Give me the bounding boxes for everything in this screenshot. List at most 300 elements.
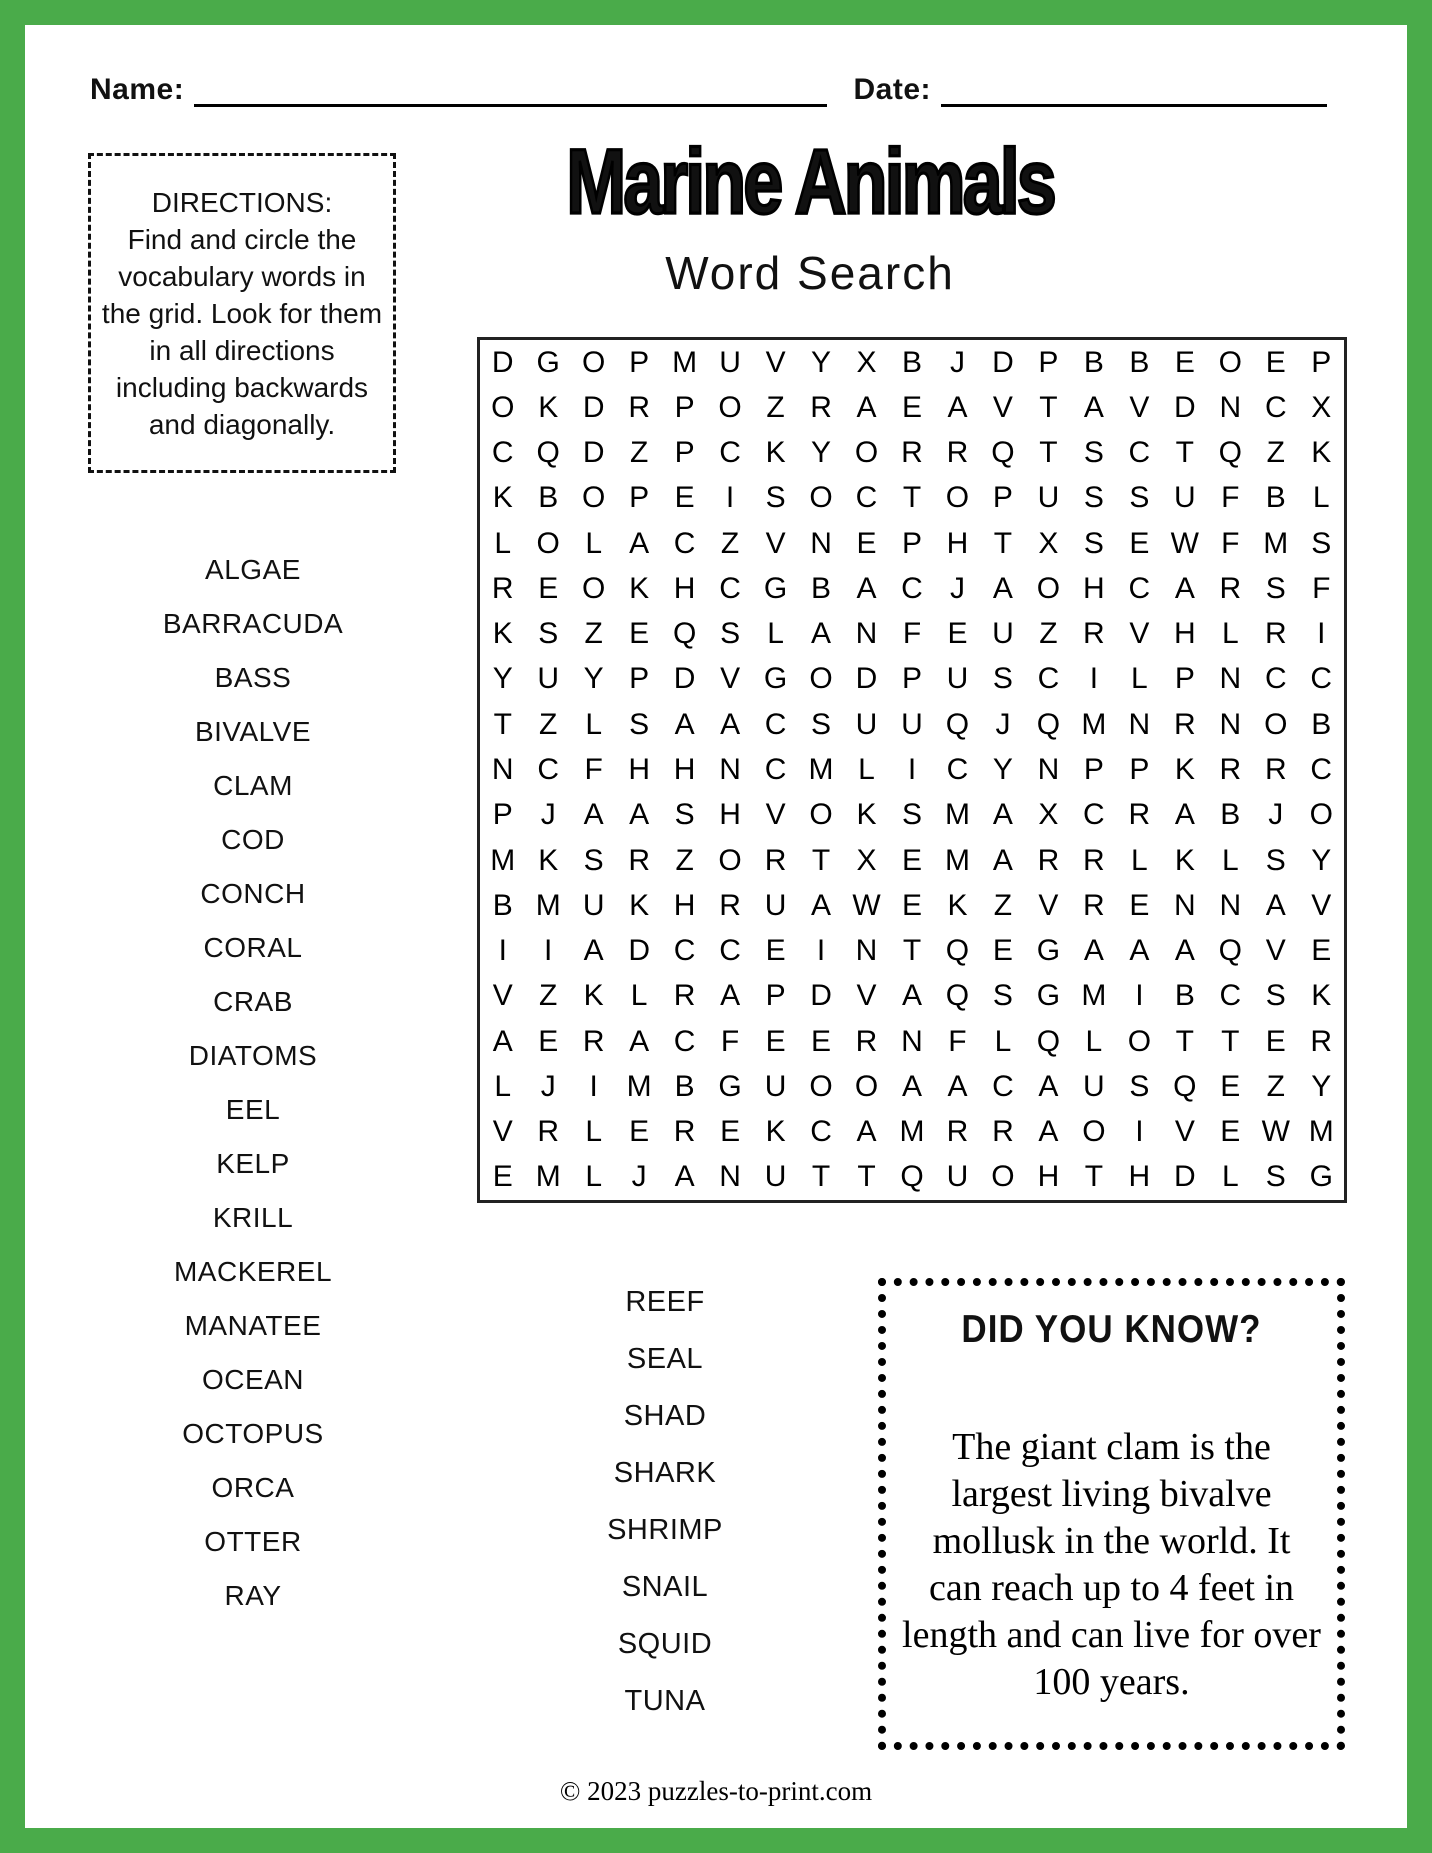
grid-cell: O xyxy=(854,1069,879,1103)
grid-cell: B xyxy=(1220,798,1241,832)
grid-cell: L xyxy=(1221,617,1239,651)
grid-cell: V xyxy=(1038,888,1059,922)
grid-cell: S xyxy=(1265,1160,1286,1194)
grid-cell: H xyxy=(719,798,741,832)
grid-cell: R xyxy=(1264,752,1287,786)
grid-cell: L xyxy=(585,1160,603,1194)
grid-cell: V xyxy=(992,390,1013,424)
grid-cell: E xyxy=(901,390,922,424)
grid-cell: D xyxy=(582,390,605,424)
grid-cell: U xyxy=(764,888,787,922)
grid-cell: L xyxy=(767,617,784,651)
grid-cell: E xyxy=(1220,1069,1241,1103)
grid-cell: U xyxy=(719,345,741,379)
grid-cell: G xyxy=(1036,934,1061,968)
word-list-item: OTTER xyxy=(204,1526,302,1557)
grid-cell: F xyxy=(1312,571,1331,605)
grid-cell: R xyxy=(810,390,832,424)
grid-cell: E xyxy=(720,1115,741,1149)
grid-cell: K xyxy=(856,798,877,832)
grid-cell: A xyxy=(583,798,604,832)
word-list-item: SHARK xyxy=(613,1457,717,1489)
grid-cell: K xyxy=(1174,752,1195,786)
grid-cell: P xyxy=(1038,345,1059,379)
grid-cell: C xyxy=(1128,436,1151,470)
grid-cell: V xyxy=(765,526,786,560)
grid-cell: U xyxy=(1037,481,1060,515)
grid-cell: J xyxy=(949,345,965,379)
grid-cell: O xyxy=(1309,798,1333,832)
grid-cell: M xyxy=(808,752,834,786)
word-list-item: MACKEREL xyxy=(173,1256,333,1287)
grid-cell: E xyxy=(1265,1024,1286,1058)
word-list-item: REEF xyxy=(625,1286,705,1318)
grid-cell: X xyxy=(1038,526,1059,560)
grid-cell: U xyxy=(537,662,560,696)
grid-cell: Q xyxy=(672,617,697,651)
grid-cell: I xyxy=(1135,979,1144,1013)
grid-cell: S xyxy=(1265,843,1286,877)
grid-cell: K xyxy=(765,436,786,470)
grid-cell: K xyxy=(765,1115,786,1149)
grid-cell: T xyxy=(1039,390,1058,424)
grid-cell: X xyxy=(1038,798,1059,832)
grid-cell: T xyxy=(493,707,512,741)
grid-cell: M xyxy=(626,1069,652,1103)
grid-cell: J xyxy=(631,1160,647,1194)
grid-cell: U xyxy=(764,1069,787,1103)
word-list-middle xyxy=(525,1274,805,1730)
grid-cell: U xyxy=(946,1160,969,1194)
grid-cell: D xyxy=(491,345,514,379)
grid-cell: M xyxy=(535,1160,561,1194)
grid-cell: Z xyxy=(584,617,603,651)
grid-cell: A xyxy=(856,390,877,424)
word-list-item: SNAIL xyxy=(621,1571,709,1603)
word-list-item: KELP xyxy=(216,1148,290,1179)
grid-cell: N xyxy=(901,1024,923,1058)
grid-cell: C xyxy=(810,1115,832,1149)
grid-cell: T xyxy=(993,526,1013,560)
grid-cell: M xyxy=(1263,526,1289,560)
grid-cell: O xyxy=(1264,707,1288,741)
grid-cell: R xyxy=(628,843,650,877)
name-blank-line xyxy=(194,70,827,107)
grid-cell: A xyxy=(1038,1115,1059,1149)
grid-cell: E xyxy=(492,1160,513,1194)
grid-cell: T xyxy=(1175,1024,1194,1058)
grid-cell: H xyxy=(946,526,969,560)
word-list-item: EEL xyxy=(225,1094,281,1125)
grid-cell: Z xyxy=(629,436,649,470)
grid-cell: G xyxy=(763,662,788,696)
grid-cell: Z xyxy=(675,843,694,877)
grid-cell: V xyxy=(1129,617,1150,651)
grid-cell: Z xyxy=(539,707,558,741)
directions-title: DIRECTIONS: xyxy=(151,186,333,218)
grid-cell: P xyxy=(492,798,513,832)
word-list-item: BARRACUDA xyxy=(162,608,344,639)
grid-cell: B xyxy=(811,571,832,605)
grid-cell: Y xyxy=(583,662,604,696)
grid-cell: A xyxy=(992,798,1013,832)
grid-cell: E xyxy=(674,481,695,515)
grid-cell: D xyxy=(810,979,832,1013)
grid-cell: W xyxy=(1170,526,1199,560)
word-list-item: CORAL xyxy=(203,932,303,963)
grid-cell: R xyxy=(582,1024,605,1058)
word-list-item: CONCH xyxy=(200,878,306,909)
grid-cell: C xyxy=(1219,979,1242,1013)
grid-cell: I xyxy=(725,481,735,515)
grid-cell: T xyxy=(1039,436,1058,470)
title-block xyxy=(390,130,1230,234)
grid-cell: L xyxy=(1085,1024,1103,1058)
grid-cell: V xyxy=(765,345,786,379)
directions-box xyxy=(88,153,396,473)
word-list-item: SQUID xyxy=(617,1628,713,1660)
grid-cell: P xyxy=(1174,662,1195,696)
grid-cell: O xyxy=(536,526,560,560)
grid-cell: N xyxy=(810,526,832,560)
grid-cell: O xyxy=(1036,571,1061,605)
grid-cell: H xyxy=(1037,1160,1060,1194)
grid-cell: T xyxy=(1221,1024,1240,1058)
grid-cell: Q xyxy=(1036,1024,1061,1058)
grid-cell: P xyxy=(901,662,922,696)
grid-cell: O xyxy=(1082,1115,1106,1149)
grid-cell: R xyxy=(1264,617,1287,651)
grid-cell: P xyxy=(1129,752,1150,786)
grid-cell: H xyxy=(673,571,696,605)
grid-cell: L xyxy=(994,1024,1012,1058)
grid-cell: M xyxy=(1308,1115,1334,1149)
grid-cell: C xyxy=(673,1024,696,1058)
grid-cell: O xyxy=(491,390,515,424)
word-list-item: CRAB xyxy=(213,986,293,1017)
grid-cell: U xyxy=(1083,1069,1105,1103)
grid-cell: H xyxy=(673,752,696,786)
grid-cell: C xyxy=(1037,662,1060,696)
grid-cell: N xyxy=(855,617,878,651)
grid-cell: X xyxy=(856,843,877,877)
grid-cell: A xyxy=(674,707,695,741)
grid-cell: Z xyxy=(1266,436,1285,470)
grid-cell: R xyxy=(719,888,741,922)
grid-cell: D xyxy=(855,662,878,696)
grid-cell: K xyxy=(947,888,968,922)
grid-cell: G xyxy=(763,571,788,605)
grid-cell: E xyxy=(1129,888,1150,922)
grid-cell: C xyxy=(1264,662,1287,696)
grid-cell: N xyxy=(855,934,878,968)
grid-cell: A xyxy=(629,526,650,560)
grid-cell: L xyxy=(858,752,875,786)
grid-cell: A xyxy=(583,934,604,968)
directions-body: Find and circle the vocabulary words in the grid. Look for them in all directions including backwards and diagonally. xyxy=(101,223,383,440)
grid-cell: F xyxy=(948,1024,967,1058)
grid-cell: I xyxy=(1135,1115,1144,1149)
grid-cell: E xyxy=(765,934,786,968)
grid-cell: V xyxy=(720,662,741,696)
grid-cell: K xyxy=(538,390,559,424)
grid-cell: P xyxy=(1311,345,1332,379)
grid-cell: D xyxy=(673,662,696,696)
page-title: Marine Animals xyxy=(566,131,1054,234)
grid-cell: I xyxy=(1317,617,1326,651)
grid-cell: E xyxy=(538,1024,559,1058)
grid-cell: I xyxy=(589,1069,598,1103)
grid-cell: C xyxy=(719,436,741,470)
grid-cell: A xyxy=(992,843,1013,877)
grid-cell: E xyxy=(811,1024,832,1058)
grid-cell: P xyxy=(629,481,650,515)
word-list-item: TUNA xyxy=(624,1685,706,1717)
grid-cell: S xyxy=(992,662,1013,696)
grid-cell: D xyxy=(1174,390,1196,424)
grid-cell: C xyxy=(855,481,878,515)
grid-cell: J xyxy=(995,707,1011,741)
page-subtitle: Word Search xyxy=(665,247,955,299)
grid-cell: A xyxy=(1174,934,1195,968)
grid-cell: G xyxy=(1036,979,1061,1013)
grid-cell: A xyxy=(1174,571,1195,605)
grid-cell: T xyxy=(902,934,922,968)
grid-cell: R xyxy=(1083,843,1105,877)
grid-cell: E xyxy=(538,571,559,605)
grid-cell: S xyxy=(1311,526,1332,560)
grid-cell: N xyxy=(719,752,741,786)
word-list-item: COD xyxy=(221,824,285,855)
grid-cell: P xyxy=(629,662,650,696)
grid-cell: V xyxy=(492,1115,513,1149)
grid-cell: Q xyxy=(945,934,970,968)
grid-cell: Q xyxy=(1173,1069,1197,1103)
grid-cell: F xyxy=(584,752,603,786)
grid-cell: U xyxy=(901,707,923,741)
grid-cell: A xyxy=(1083,390,1104,424)
grid-cell: M xyxy=(944,798,970,832)
grid-cell: B xyxy=(1265,481,1286,515)
grid-cell: C xyxy=(901,571,923,605)
grid-cell: C xyxy=(719,934,741,968)
grid-cell: M xyxy=(535,888,561,922)
grid-cell: B xyxy=(1311,707,1332,741)
grid-cell: N xyxy=(1219,707,1242,741)
grid-cell: H xyxy=(628,752,650,786)
grid-cell: N xyxy=(1219,888,1242,922)
grid-cell: A xyxy=(1038,1069,1059,1103)
grid-cell: Q xyxy=(945,979,970,1013)
grid-cell: R xyxy=(1219,571,1242,605)
grid-cell: X xyxy=(1311,390,1332,424)
grid-cell: C xyxy=(673,934,696,968)
grid-cell: A xyxy=(992,571,1013,605)
grid-cell: U xyxy=(946,662,969,696)
did-you-know-body: The giant clam is the largest living bivalve mollusk in the world. It can reach up to 4 feet in length and can live for over 100 years. xyxy=(902,1426,1321,1703)
grid-cell: C xyxy=(1128,571,1151,605)
grid-cell: B xyxy=(492,888,513,922)
grid-cell: A xyxy=(674,1160,695,1194)
grid-cell: R xyxy=(1128,798,1151,832)
grid-cell: P xyxy=(629,345,650,379)
grid-cell: R xyxy=(1083,888,1105,922)
grid-cell: S xyxy=(1265,979,1286,1013)
grid-cell: Z xyxy=(766,390,785,424)
word-list-item: SHRIMP xyxy=(607,1514,723,1546)
grid-cell: R xyxy=(1174,707,1196,741)
grid-cell: H xyxy=(1083,571,1105,605)
grid-cell: U xyxy=(1174,481,1196,515)
grid-cell: R xyxy=(946,436,969,470)
grid-cell: L xyxy=(1221,843,1239,877)
grid-cell: B xyxy=(1083,345,1104,379)
grid-cell: L xyxy=(1312,481,1330,515)
grid-cell: D xyxy=(1174,1160,1196,1194)
grid-cell: L xyxy=(494,1069,512,1103)
grid-cell: L xyxy=(585,707,603,741)
grid-cell: M xyxy=(899,1115,925,1149)
grid-cell: K xyxy=(492,617,513,651)
grid-cell: L xyxy=(1131,843,1148,877)
grid-cell: O xyxy=(1127,1024,1152,1058)
grid-cell: R xyxy=(1219,752,1242,786)
grid-cell: M xyxy=(490,843,516,877)
grid-cell: N xyxy=(491,752,514,786)
grid-cell: A xyxy=(947,390,968,424)
puzzle-grid xyxy=(477,337,1347,1203)
grid-cell: R xyxy=(764,843,787,877)
grid-cell: C xyxy=(992,1069,1014,1103)
grid-cell: C xyxy=(1310,752,1333,786)
grid-cell: N xyxy=(1037,752,1060,786)
grid-cell: C xyxy=(719,571,741,605)
grid-cell: Z xyxy=(1039,617,1058,651)
word-list-item: BIVALVE xyxy=(194,716,312,747)
grid-cell: R xyxy=(673,1115,696,1149)
grid-cell: S xyxy=(901,798,922,832)
grid-cell: S xyxy=(1265,571,1286,605)
grid-cell: P xyxy=(1083,752,1104,786)
grid-cell: Y xyxy=(1311,843,1332,877)
grid-cell: P xyxy=(901,526,922,560)
grid-cell: R xyxy=(901,436,923,470)
grid-cell: D xyxy=(582,436,605,470)
grid-cell: I xyxy=(1089,662,1099,696)
grid-cell: O xyxy=(945,481,970,515)
grid-cell: N xyxy=(1174,888,1196,922)
grid-cell: M xyxy=(1081,707,1107,741)
grid-cell: V xyxy=(1174,1115,1195,1149)
word-list-item: SEAL xyxy=(626,1343,704,1375)
grid-cell: C xyxy=(537,752,560,786)
grid-cell: Z xyxy=(720,526,740,560)
grid-cell: F xyxy=(902,617,922,651)
grid-cell: O xyxy=(809,481,833,515)
grid-cell: W xyxy=(1261,1115,1290,1149)
grid-cell: K xyxy=(1311,979,1332,1013)
grid-cell: T xyxy=(811,843,831,877)
grid-cell: R xyxy=(1037,843,1060,877)
grid-cell: H xyxy=(1128,1160,1151,1194)
grid-cell: R xyxy=(628,390,650,424)
grid-cell: S xyxy=(811,707,832,741)
grid-cell: U xyxy=(582,888,605,922)
grid-cell: E xyxy=(629,617,650,651)
grid-cell: R xyxy=(1083,617,1105,651)
grid-cell: P xyxy=(765,979,786,1013)
copyright-footer: © 2023 puzzles-to-print.com xyxy=(559,1776,873,1806)
grid-cell: A xyxy=(856,1115,877,1149)
grid-cell: C xyxy=(946,752,969,786)
grid-cell: O xyxy=(809,798,833,832)
grid-cell: N xyxy=(719,1160,741,1194)
grid-cell: U xyxy=(992,617,1014,651)
grid-cell: Q xyxy=(991,436,1015,470)
grid-cell: L xyxy=(1221,1160,1239,1194)
grid-cell: V xyxy=(1265,934,1286,968)
grid-cell: Y xyxy=(992,752,1013,786)
grid-cell: K xyxy=(538,843,559,877)
grid-cell: M xyxy=(672,345,698,379)
grid-cell: A xyxy=(1129,934,1150,968)
grid-cell: O xyxy=(718,843,742,877)
header xyxy=(90,70,1327,107)
word-list-item: RAY xyxy=(224,1580,282,1611)
word-list-item: OCTOPUS xyxy=(182,1418,324,1449)
grid-cell: H xyxy=(1174,617,1196,651)
grid-cell: K xyxy=(629,888,650,922)
grid-cell: C xyxy=(764,707,787,741)
grid-cell: B xyxy=(901,345,922,379)
grid-cell: K xyxy=(629,571,650,605)
grid-cell: E xyxy=(765,1024,786,1058)
grid-cell: T xyxy=(1084,1160,1104,1194)
grid-cell: P xyxy=(674,390,695,424)
grid-cell: I xyxy=(544,934,553,968)
grid-cell: R xyxy=(946,1115,969,1149)
grid-cell: N xyxy=(1219,662,1242,696)
grid-cell: U xyxy=(764,1160,787,1194)
grid-cell: L xyxy=(630,979,648,1013)
grid-cell: S xyxy=(629,707,650,741)
grid-cell: C xyxy=(1083,798,1105,832)
grid-cell: A xyxy=(720,979,741,1013)
grid-cell: B xyxy=(538,481,559,515)
grid-cell: S xyxy=(1083,481,1104,515)
grid-cell: F xyxy=(1221,481,1240,515)
did-you-know-title: DID YOU KNOW? xyxy=(961,1308,1262,1351)
grid-cell: O xyxy=(809,1069,833,1103)
grid-cell: M xyxy=(1081,979,1107,1013)
grid-cell: A xyxy=(901,1069,922,1103)
grid-cell: V xyxy=(765,798,786,832)
grid-cell: Z xyxy=(993,888,1013,922)
grid-cell: E xyxy=(901,843,922,877)
grid-cell: D xyxy=(628,934,650,968)
grid-cell: K xyxy=(583,979,604,1013)
grid-cell: Y xyxy=(1311,1069,1332,1103)
grid-cell: C xyxy=(491,436,514,470)
grid-cell: R xyxy=(537,1115,560,1149)
grid-cell: R xyxy=(855,1024,878,1058)
grid-cell: G xyxy=(718,1069,742,1103)
grid-cell: A xyxy=(811,888,832,922)
grid-cell: N xyxy=(1219,390,1242,424)
grid-cell: E xyxy=(629,1115,650,1149)
grid-cell: E xyxy=(1174,345,1195,379)
grid-cell: O xyxy=(991,1160,1015,1194)
